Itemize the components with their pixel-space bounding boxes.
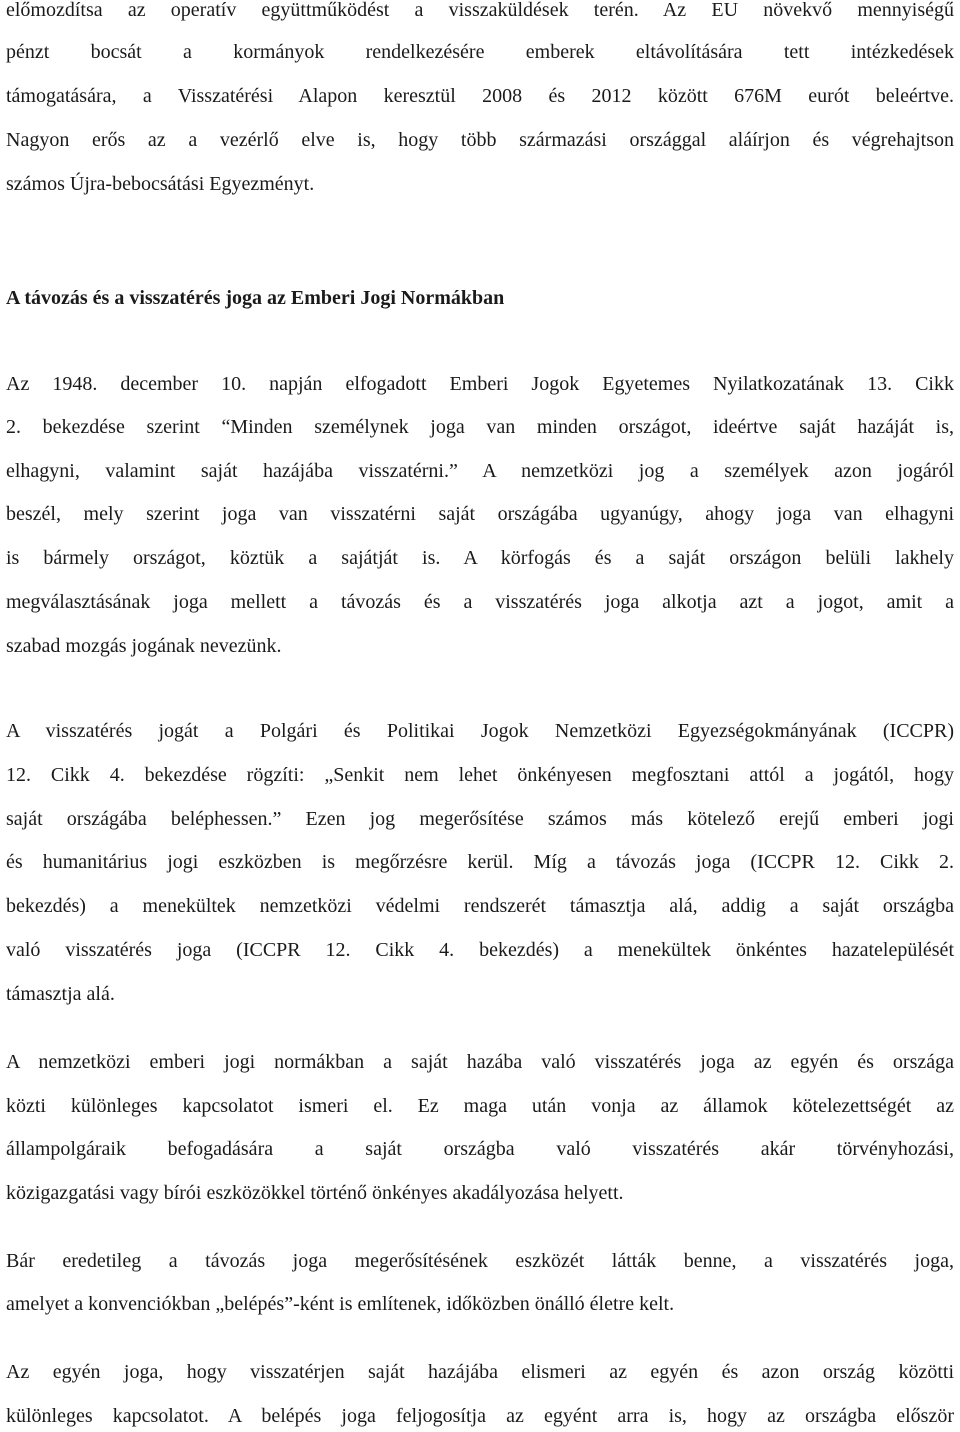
text-line: közti különleges kapcsolatot ismeri el. Ez maga után vonja az államok kötelezettségét az <box>6 1095 954 1117</box>
text-line: különleges kapcsolatot. A belépés joga feljogosítja az egyént arra is, hogy az országba először <box>6 1405 954 1427</box>
text-line: saját országába beléphessen.” Ezen jog megerősítése számos más kötelező erejű emberi jogi <box>6 808 954 830</box>
text-line: Az 1948. december 10. napján elfogadott Emberi Jogok Egyetemes Nyilatkozatának 13. Cikk <box>6 373 954 395</box>
text-line: beszél, mely szerint joga van visszatérni saját országába ugyanúgy, ahogy joga van elhagyni <box>6 503 954 525</box>
text-line: és humanitárius jogi eszközben is megőrzésre kerül. Míg a távozás joga (ICCPR 12. Cikk 2. <box>6 851 954 873</box>
text-line: 2. bekezdése szerint “Minden személynek joga van minden országot, ideértve saját hazáját is, <box>6 416 954 438</box>
text-line: Nagyon erős az a vezérlő elve is, hogy több származási országgal aláírjon és végrehajtson <box>6 129 954 151</box>
text-line: számos Újra-bebocsátási Egyezményt. <box>6 173 315 195</box>
text-line: bekezdés) a menekültek nemzetközi védelmi rendszerét támasztja alá, addig a saját országba <box>6 895 954 917</box>
text-line: megválasztásának joga mellett a távozás és a visszatérés joga alkotja azt a jogot, amit a <box>6 591 954 613</box>
text-line: szabad mozgás jogának nevezünk. <box>6 635 282 657</box>
text-line: elhagyni, valamint saját hazájába visszatérni.” A nemzetközi jog a személyek azon jogáról <box>6 460 954 482</box>
text-line: közigazgatási vagy bírói eszközökkel történő önkényes akadályozása helyett. <box>6 1182 624 1204</box>
section-heading: A távozás és a visszatérés joga az Emberi Jogi Normákban <box>6 287 505 309</box>
text-line: 12. Cikk 4. bekezdése rögzíti: „Senkit nem lehet önkényesen megfosztani attól a jogától, hogy <box>6 764 954 786</box>
text-line: A visszatérés jogát a Polgári és Politikai Jogok Nemzetközi Egyezségokmányának (ICCPR) <box>6 720 954 742</box>
text-line: A nemzetközi emberi jogi normákban a saját hazába való visszatérés joga az egyén és országa <box>6 1051 954 1073</box>
text-line: is bármely országot, köztük a sajátját is. A körfogás és a saját országon belüli lakhely <box>6 547 954 569</box>
text-line: állampolgáraik befogadására a saját országba való visszatérés akár törvényhozási, <box>6 1138 954 1160</box>
text-line: támasztja alá. <box>6 983 115 1005</box>
text-line: Az egyén joga, hogy visszatérjen saját hazájába elismeri az egyén és azon ország közötti <box>6 1361 954 1383</box>
text-line: támogatására, a Visszatérési Alapon keresztül 2008 és 2012 között 676M eurót beleértve. <box>6 85 954 107</box>
text-line: előmozdítsa az operatív együttműködést a visszaküldések terén. Az EU növekvő mennyiségű <box>6 0 954 21</box>
text-line: való visszatérés joga (ICCPR 12. Cikk 4. bekezdés) a menekültek önkéntes hazatelepülését <box>6 939 954 961</box>
text-line: pénzt bocsát a kormányok rendelkezésére emberek eltávolítására tett intézkedések <box>6 41 954 63</box>
text-line: amelyet a konvenciókban „belépés”-ként is említenek, időközben önálló életre kelt. <box>6 1293 675 1315</box>
text-line: Bár eredetileg a távozás joga megerősítésének eszközét látták benne, a visszatérés joga, <box>6 1250 954 1272</box>
